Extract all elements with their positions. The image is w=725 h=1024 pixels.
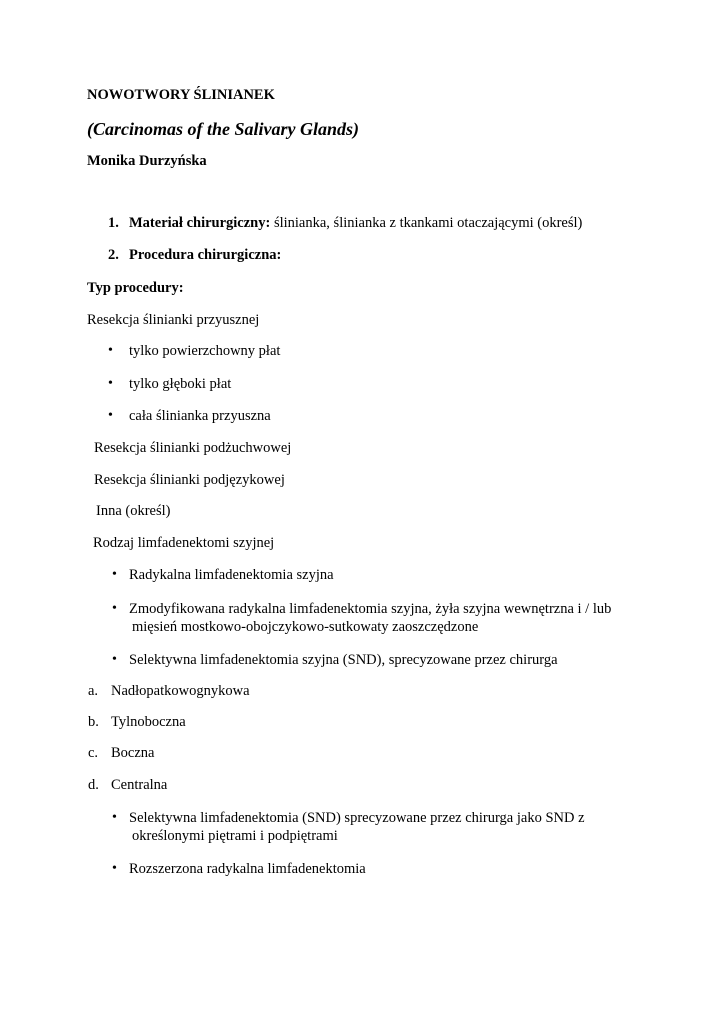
neck-dissection-item-3: Selektywna limfadenektomia szyjna (SND), sprecyzowane przez chirurga [129, 652, 558, 668]
procedure-type-heading: Typ procedury: [87, 280, 184, 296]
bullet-icon: • [112, 652, 117, 667]
neck-dissection-item-1: Radykalna limfadenektomia szyjna [129, 567, 334, 583]
lettered-item-b: Tylnoboczna [111, 714, 186, 730]
neck-dissection-item-2-line2: mięsień mostkowo-obojczykowo-sutkowaty zaoszczędzone [132, 619, 479, 635]
bullet-icon: • [112, 601, 117, 616]
final-item-1-line2: określonymi piętrami i podpiętrami [132, 828, 338, 844]
sublingual-resection: Resekcja ślinianki podjęzykowej [94, 472, 285, 488]
bullet-icon: • [112, 567, 117, 582]
bullet-icon: • [108, 408, 113, 423]
numbered-item-2-number: 2. [108, 247, 119, 263]
bullet-icon: • [112, 861, 117, 876]
lettered-item-c-letter: c. [88, 745, 99, 761]
lettered-item-d: Centralna [111, 777, 168, 793]
final-item-2: Rozszerzona radykalna limfadenektomia [129, 861, 366, 877]
lettered-item-d-letter: d. [88, 777, 99, 793]
parotid-resection-label: Resekcja ślinianki przyuszne​j [87, 312, 260, 328]
numbered-item-1-label: Materiał chirurgiczny: [129, 215, 271, 231]
lettered-item-c: Boczna [111, 745, 155, 761]
lettered-item-a: Nadłopatkowognykowa [111, 683, 250, 699]
bullet-icon: • [112, 810, 117, 825]
numbered-item-2-label: Procedura chirurgiczna: [129, 247, 282, 263]
parotid-item-3: cała ślinianka przyuszna [129, 408, 271, 424]
submandibular-resection: Resekcja ślinianki podżuchwowej [94, 440, 292, 456]
numbered-item-1 [129, 214, 582, 232]
numbered-item-1-text: ślinianka, ślinianka z tkankami otaczającymi (określ) [273, 215, 583, 231]
numbered-item-1-number: 1. [108, 215, 119, 231]
document-subtitle: (Carcinomas of the Salivary Glands) [87, 119, 360, 139]
document-title: NOWOTWORY ŚLINIANEK [87, 87, 275, 103]
numbered-item-2 [129, 246, 281, 264]
neck-dissection-label: Rodzaj limfadenektomi szyjnej [93, 535, 275, 551]
lettered-item-b-letter: b. [88, 714, 99, 730]
other-procedure: Inna (określ) [96, 503, 171, 519]
bullet-icon: • [108, 343, 113, 358]
bullet-icon: • [108, 376, 113, 391]
parotid-item-1: tylko powierzchowny płat [129, 343, 281, 359]
author-name: Monika Durzyńska [87, 153, 207, 169]
parotid-item-2: tylko głęboki płat [129, 376, 232, 392]
neck-dissection-item-2-line1: Zmodyfikowana radykalna limfadenektomia szyjna, żyła szyjna wewnętrzna i / lub [129, 601, 612, 617]
lettered-item-a-letter: a. [88, 683, 99, 699]
final-item-1-line1: Selektywna limfadenektomia (SND) sprecyzowane przez chirurga jako SND z [129, 810, 585, 826]
